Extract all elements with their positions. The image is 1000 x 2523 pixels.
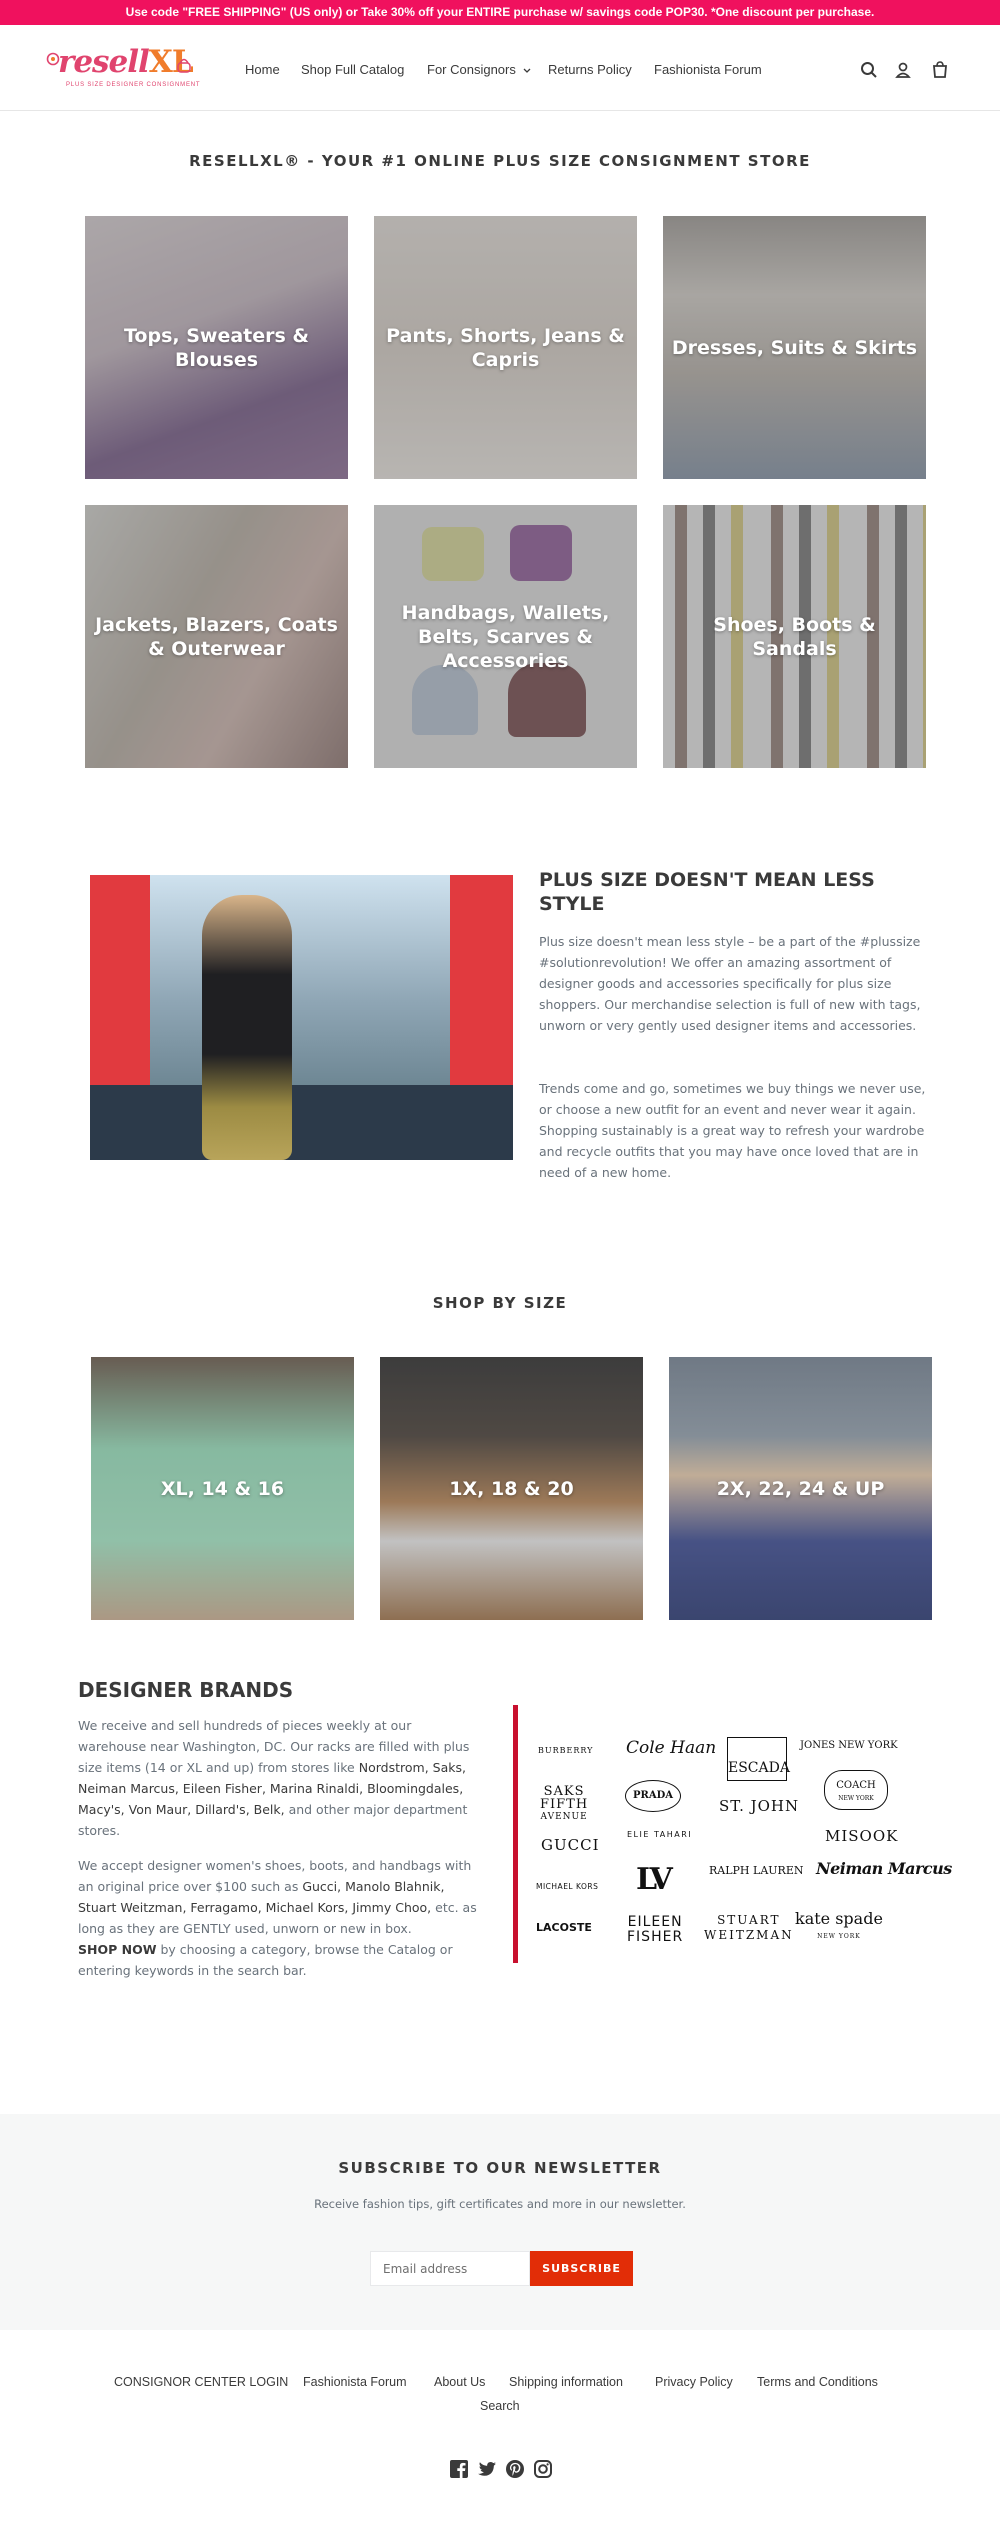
footer-search[interactable]: Search (480, 2399, 520, 2413)
brands-p3-tail: by choosing a category, browse the Catalog or entering keywords in the search bar. (78, 1942, 453, 1978)
brands-p1-stores: Nordstrom, Saks, Neiman Marcus, Eileen Fisher, Marina Rinaldi, Bloomingdales, Macy's, Von Maur, Dillard's, Belk, (78, 1760, 466, 1817)
brands-paragraph-2 (78, 1855, 478, 1981)
collection-label: Jackets, Blazers, Coats & Outerwear (95, 613, 338, 660)
saks-line-1: SAKS (543, 1784, 585, 1799)
coach-wordmark: COACH (836, 1780, 876, 1791)
collection-pants[interactable] (374, 216, 637, 479)
eileen-fisher-line-2: FISHER (627, 1929, 684, 1945)
collection-label: Tops, Sweaters & Blouses (123, 324, 309, 371)
lacoste-logo: LACOSTE (536, 1921, 592, 1934)
twitter-icon[interactable] (477, 2459, 497, 2479)
gucci-logo: GUCCI (541, 1836, 600, 1854)
window (150, 875, 450, 1085)
chevron-down-icon (523, 68, 531, 74)
size-2x-tile[interactable] (669, 1357, 932, 1620)
misook-logo: MISOOK (825, 1827, 899, 1845)
collection-shoes[interactable] (663, 505, 926, 768)
brands-p2-brands: Gucci, Manolo Blahnik, Stuart Weitzman, Ferragamo, Michael Kors, Jimmy Choo, (78, 1879, 445, 1915)
size-label: 1X, 18 & 20 (449, 1477, 574, 1500)
handbag-icon (176, 56, 192, 74)
footer-terms-and-conditions[interactable]: Terms and Conditions (757, 2375, 878, 2389)
feature-image (90, 875, 513, 1160)
collection-handbags[interactable] (374, 505, 637, 768)
model-figure (202, 895, 292, 1160)
eileen-fisher-logo (627, 1915, 683, 1945)
eileen-fisher-line-1: EILEEN (627, 1914, 683, 1930)
nav-returns-policy[interactable]: Returns Policy (548, 62, 632, 77)
nav-fashionista-forum[interactable]: Fashionista Forum (654, 62, 762, 77)
site-header (0, 25, 1000, 111)
kate-spade-wordmark: kate spade (795, 1909, 883, 1928)
cole-haan-logo: Cole Haan (626, 1738, 717, 1758)
feature-paragraph-2: Trends come and go, sometimes we buy things we never use, or choose a new outfit for an event and never wear it again. Shopping sustainably is a great way to refresh your wardrobe and recycle outfits that you may have once loved that are in need of a new home. (539, 1081, 926, 1180)
escada-logo: ESCADA (727, 1737, 787, 1781)
footer-consignor-login[interactable]: CONSIGNOR CENTER LOGIN (114, 2375, 289, 2389)
logo-wordmark: resellXL (58, 44, 193, 80)
newsletter-section (0, 2114, 1000, 2330)
search-icon[interactable] (860, 61, 878, 79)
cart-icon[interactable] (931, 61, 949, 79)
st-john-logo: ST. JOHN (719, 1797, 800, 1815)
size-xl-tile[interactable] (91, 1357, 354, 1620)
facebook-icon[interactable] (449, 2459, 469, 2479)
brands-p2-tail: etc. as long as they are GENTLY used, unworn or new in box. (78, 1900, 477, 1936)
brands-p1-tail: and other major department stores. (78, 1802, 468, 1838)
instagram-icon[interactable] (533, 2459, 553, 2479)
footer-privacy-policy[interactable]: Privacy Policy (655, 2375, 733, 2389)
elie-tahari-logo: ELIE TAHARI (627, 1830, 693, 1839)
collection-label: Pants, Shorts, Jeans & Capris (386, 324, 625, 371)
size-1x-tile[interactable] (380, 1357, 643, 1620)
stuart-weitzman-line-2: WEITZMAN (704, 1928, 794, 1942)
collection-label: Shoes, Boots & Sandals (713, 613, 876, 660)
feature-title: PLUS SIZE DOESN'T MEAN LESS STYLE (539, 869, 875, 915)
nav-for-consignors-label: For Consignors (427, 62, 516, 77)
nav-home[interactable]: Home (245, 62, 280, 77)
announcement-bar[interactable]: Use code "FREE SHIPPING" (US only) or Take 30% off your ENTIRE purchase w/ savings code POP30. *One discount per purchase. (0, 0, 1000, 25)
collection-dresses[interactable] (663, 216, 926, 479)
stuart-weitzman-line-1: STUART (717, 1913, 781, 1927)
saks-line-2: FIFTH (540, 1797, 589, 1812)
newsletter-subtitle: Receive fashion tips, gift certificates and more in our newsletter. (314, 2197, 686, 2211)
pinterest-icon[interactable] (505, 2459, 525, 2479)
size-label: 2X, 22, 24 & UP (716, 1477, 885, 1500)
subscribe-button[interactable]: SUBSCRIBE (530, 2251, 633, 2286)
feature-paragraph-1: Plus size doesn't mean less style – be a part of the #plussize #solutionrevolution! We offer an amazing assortment of designer goods and accessories specifically for plus size shoppers. Our merchandise selection is full of new with tags, unworn or very gently used designer items and accessories. (539, 934, 921, 1033)
kate-spade-subtext: NEW YORK (817, 1933, 861, 1940)
coach-subtext: NEW YORK (838, 1795, 874, 1802)
footer-about-us[interactable]: About Us (434, 2375, 486, 2389)
nav-shop-full-catalog[interactable]: Shop Full Catalog (301, 62, 405, 77)
jones-new-york-logo: JONES NEW YORK (800, 1740, 898, 1751)
kate-spade-logo (795, 1910, 883, 1946)
neiman-marcus-logo: Neiman Marcus (816, 1859, 952, 1878)
resellxl-logo[interactable] (48, 44, 201, 94)
brands-p1-lead: We receive and sell hundreds of pieces weekly at our warehouse near Washington, DC. Our racks are filled with plus size items (14 or XL and up) from stores like (78, 1718, 470, 1775)
collection-tops[interactable] (85, 216, 348, 479)
brands-paragraph-1 (78, 1715, 478, 1841)
stone-base (90, 1085, 513, 1160)
burberry-logo: BURBERRY (538, 1746, 594, 1755)
shop-by-size-heading: SHOP BY SIZE (432, 1294, 568, 1312)
coach-logo (824, 1770, 888, 1810)
stuart-weitzman-logo (704, 1913, 794, 1943)
ralph-lauren-logo: RALPH LAUREN (709, 1864, 804, 1877)
footer-shipping-information[interactable]: Shipping information (509, 2375, 623, 2389)
page-title: RESELLXL® - YOUR #1 ONLINE PLUS SIZE CONSIGNMENT STORE (189, 152, 811, 170)
louis-vuitton-logo: LV (636, 1862, 669, 1897)
logo-tagline: PLUS SIZE DESIGNER CONSIGNMENT (66, 82, 201, 88)
michael-kors-logo: MICHAEL KORS (536, 1882, 599, 1891)
shop-now-text: SHOP NOW (78, 1942, 157, 1957)
collection-jackets[interactable] (85, 505, 348, 768)
saks-fifth-avenue-logo (540, 1785, 588, 1824)
prada-logo: PRADA (625, 1780, 681, 1812)
size-label: XL, 14 & 16 (160, 1477, 285, 1500)
collection-label: Handbags, Wallets, Belts, Scarves & Accessories (401, 601, 610, 672)
email-input[interactable] (370, 2251, 530, 2286)
nav-for-consignors[interactable] (427, 62, 531, 77)
saks-line-3: AVENUE (540, 1812, 588, 1822)
collection-label: Dresses, Suits & Skirts (671, 336, 918, 359)
brands-divider (513, 1705, 518, 1963)
newsletter-title: SUBSCRIBE TO OUR NEWSLETTER (338, 2159, 662, 2177)
brands-p2-lead: We accept designer women's shoes, boots, and handbags with an original price over $100 such as (78, 1858, 472, 1894)
designer-brands-title: DESIGNER BRANDS (78, 1678, 294, 1702)
footer-fashionista-forum[interactable]: Fashionista Forum (303, 2375, 407, 2389)
account-icon[interactable] (894, 61, 912, 79)
